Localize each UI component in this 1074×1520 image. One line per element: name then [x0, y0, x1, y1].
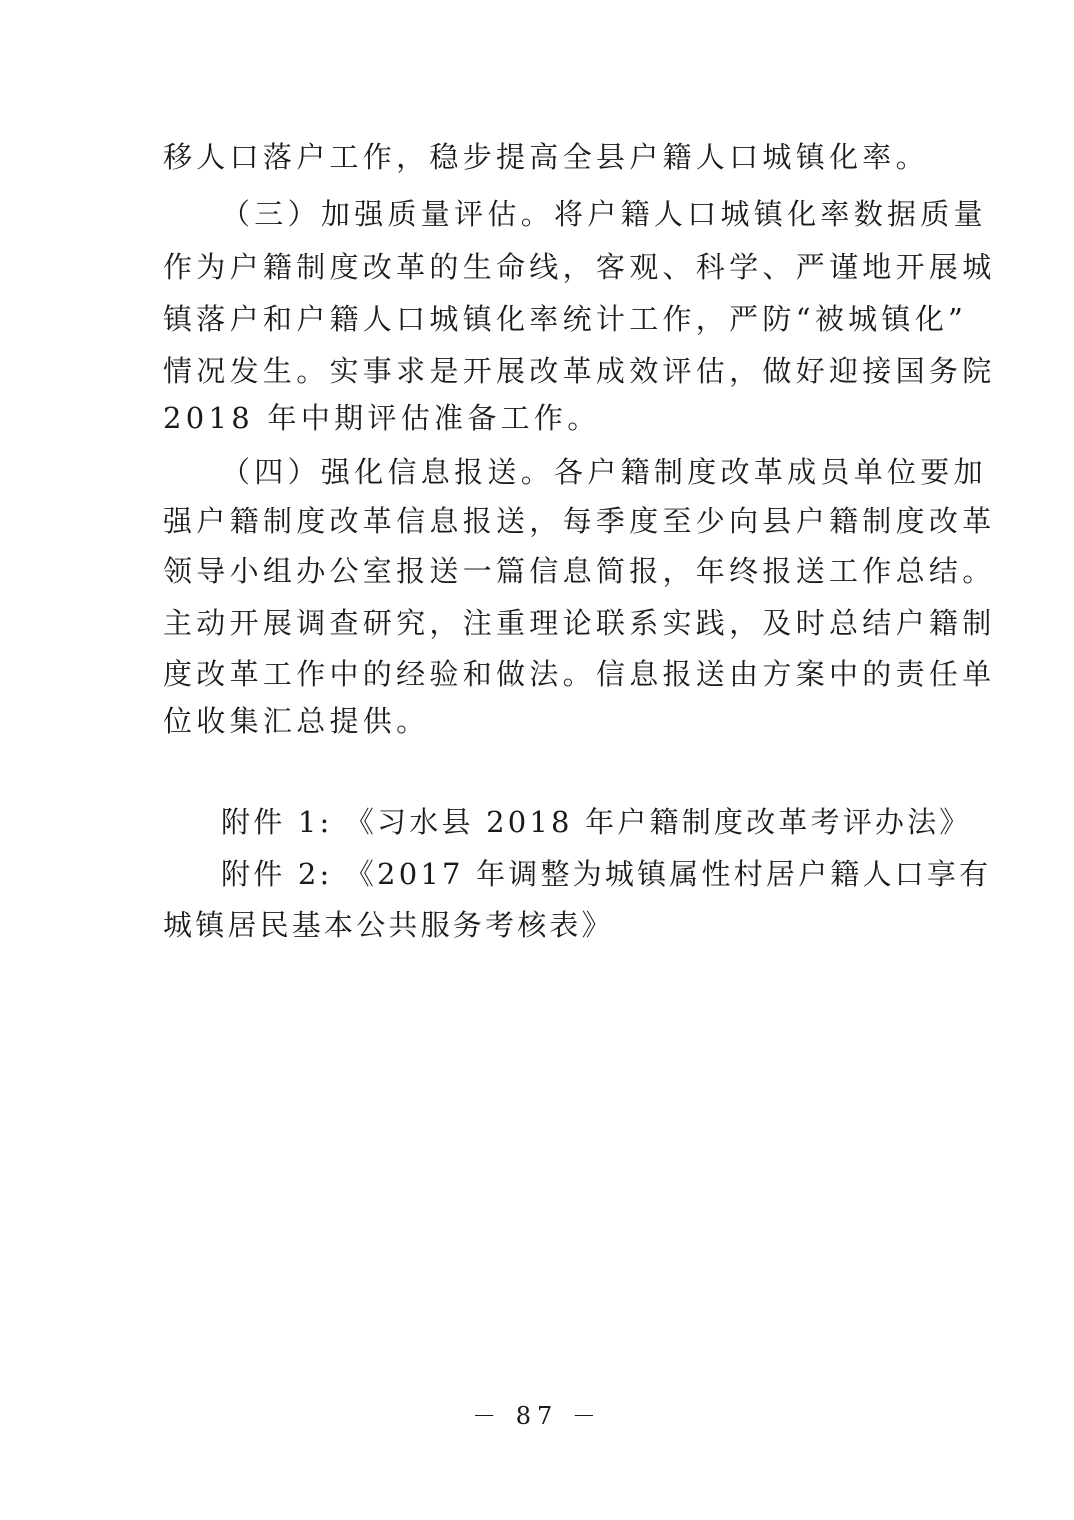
- section-heading-line: （四）强化信息报送。各户籍制度改革成员单位要加: [221, 455, 987, 489]
- attachment-2-continued: 城镇居民基本公共服务考核表》: [163, 908, 614, 942]
- body-text-line: 位收集汇总提供。: [163, 704, 430, 738]
- body-text-line: 强户籍制度改革信息报送，每季度至少向县户籍制度改革: [163, 504, 996, 538]
- attachment-1: 附件 1: 《习水县 2018 年户籍制度改革考评办法》: [221, 805, 972, 839]
- body-text-line: 镇落户和户籍人口城镇化率统计工作，严防“被城镇化”: [163, 302, 968, 336]
- body-text-line: 情况发生。实事求是开展改革成效评估，做好迎接国务院: [163, 354, 996, 388]
- body-text-line: 领导小组办公室报送一篇信息简报，年终报送工作总结。: [163, 554, 996, 588]
- body-text-line: 度改革工作中的经验和做法。信息报送由方案中的责任单: [163, 657, 996, 691]
- body-text-line: 作为户籍制度改革的生命线，客观、科学、严谨地开展城: [163, 250, 996, 284]
- body-text-line: 2018 年中期评估准备工作。: [163, 401, 601, 435]
- section-heading-line: （三）加强质量评估。将户籍人口城镇化率数据质量: [221, 197, 987, 231]
- body-text-line: 移人口落户工作，稳步提高全县户籍人口城镇化率。: [163, 140, 929, 174]
- page-number: － 87 －: [472, 1402, 602, 1430]
- attachment-2: 附件 2: 《2017 年调整为城镇属性村居户籍人口享有: [221, 857, 992, 891]
- body-text-line: 主动开展调查研究，注重理论联系实践，及时总结户籍制: [163, 606, 996, 640]
